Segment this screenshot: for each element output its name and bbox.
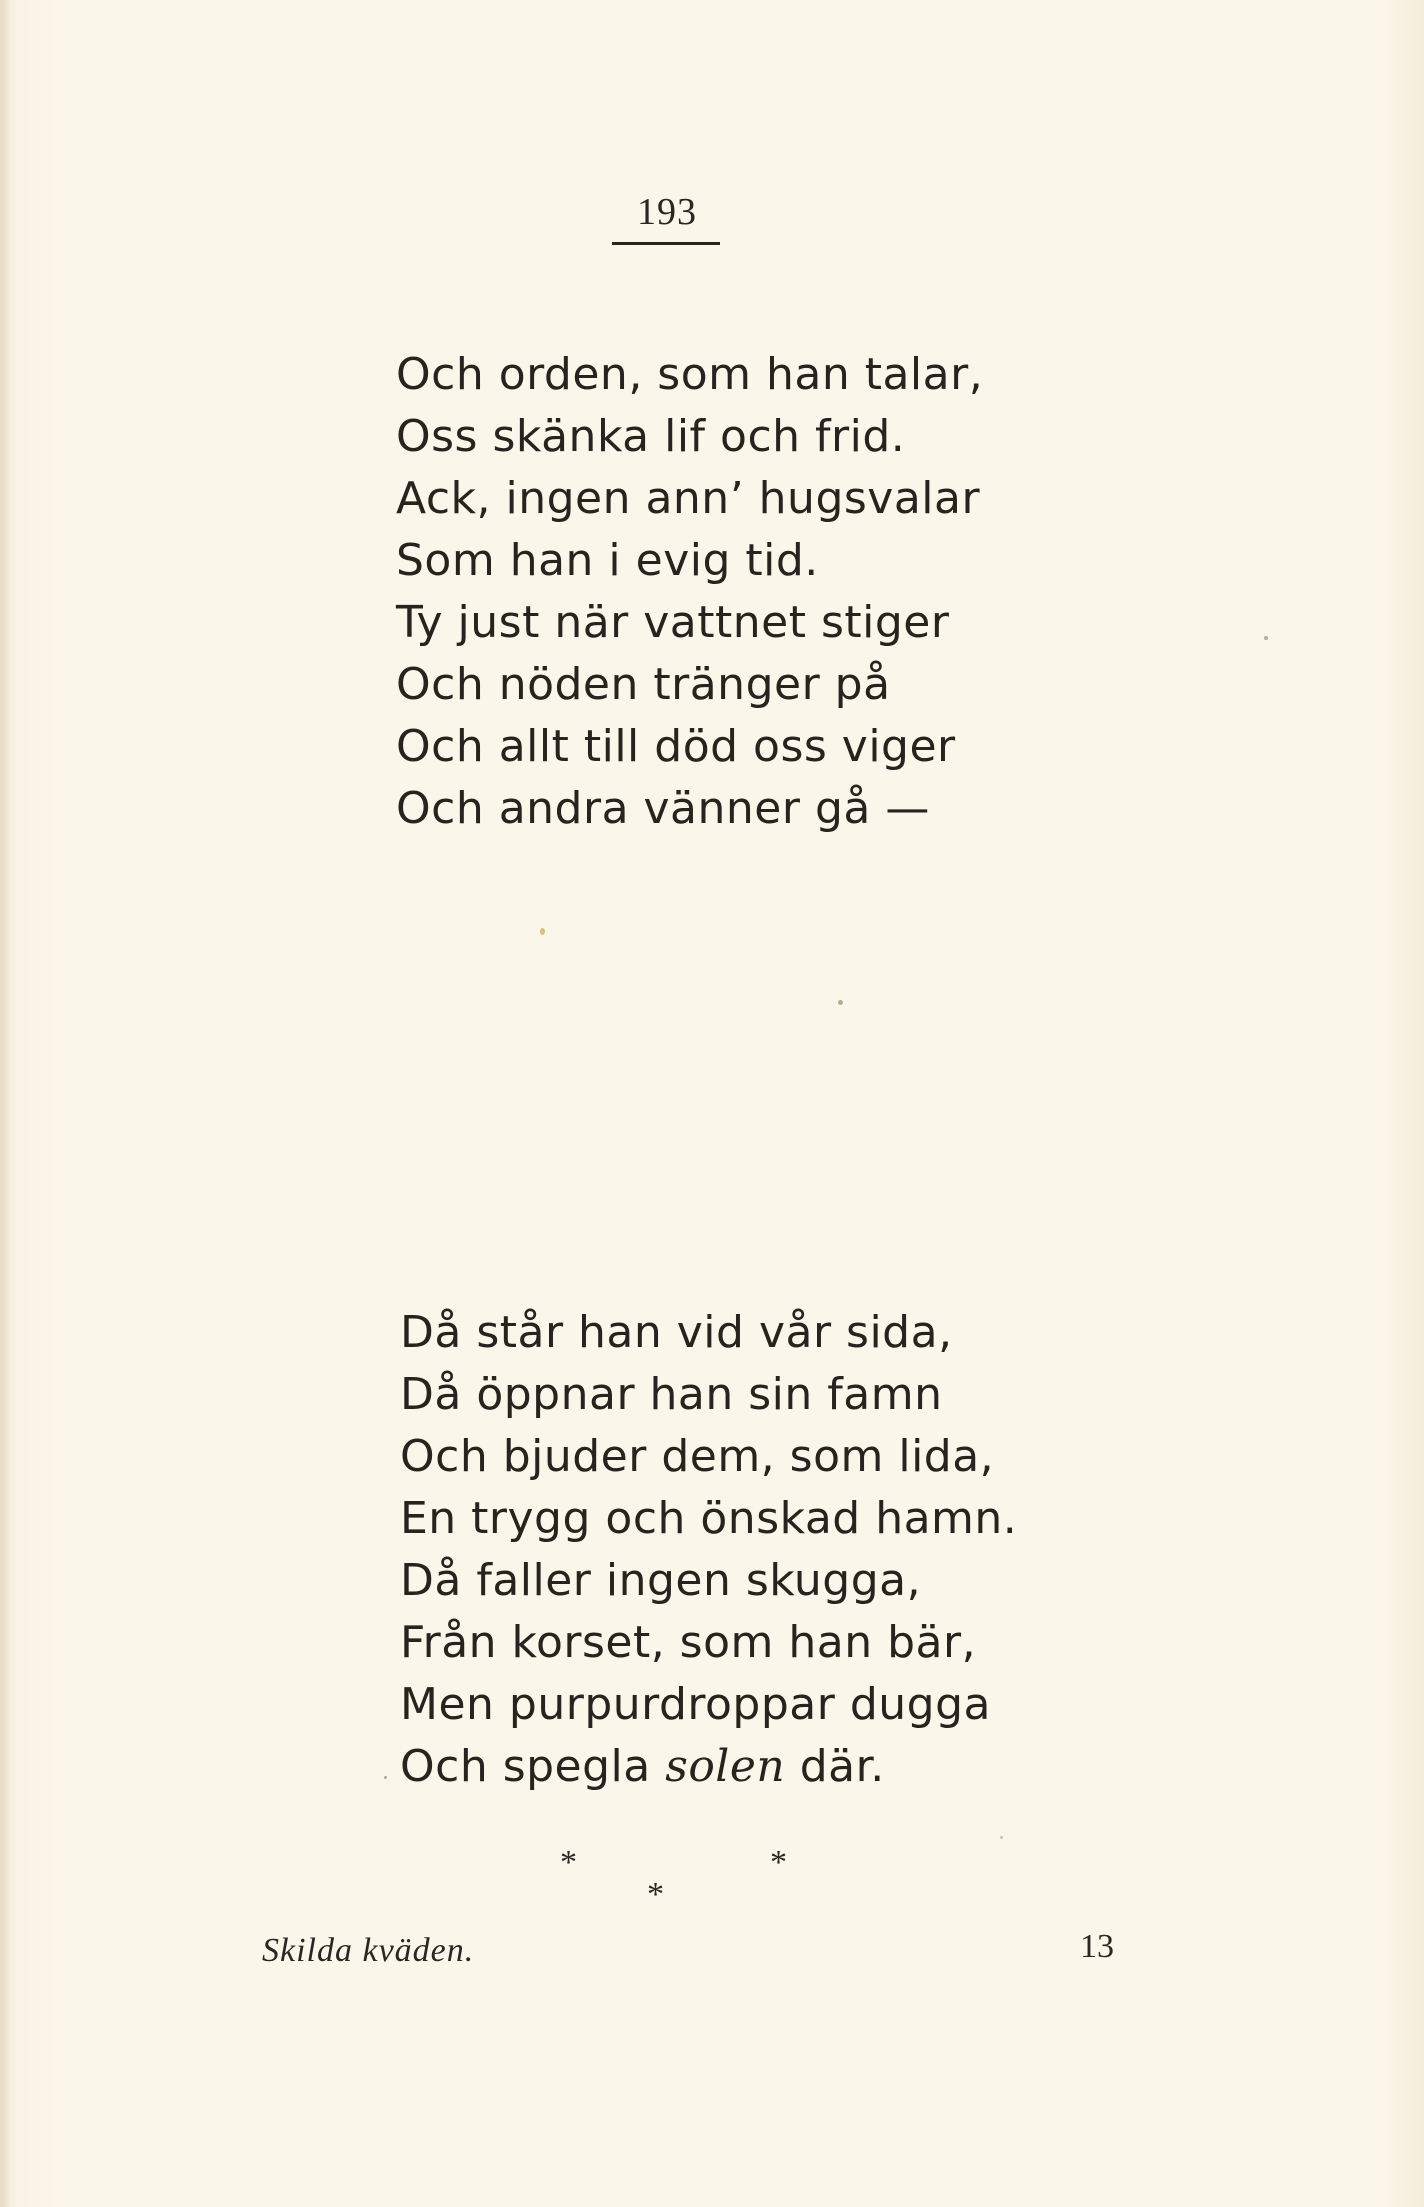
asterism-mark: * bbox=[560, 1844, 577, 1881]
paper-speck bbox=[1000, 1836, 1003, 1839]
paper-speck bbox=[1264, 636, 1268, 640]
page-number: 193 bbox=[637, 191, 697, 233]
verse-line: Då står han vid vår sida, bbox=[400, 1307, 953, 1358]
verse-line: Då öppnar han sin famn bbox=[400, 1369, 943, 1420]
verse-line: Ack, ingen ann’ hugsvalar bbox=[396, 473, 981, 524]
verse-line: Oss skänka lif och frid. bbox=[396, 411, 906, 462]
asterism-mark: * bbox=[770, 1844, 787, 1881]
verse-line: En trygg och önskad hamn. bbox=[400, 1493, 1018, 1544]
verse-line: Som han i evig tid. bbox=[396, 535, 819, 586]
printer-signature-number: 13 bbox=[1080, 1928, 1114, 1965]
verse-line-last bbox=[400, 1736, 1017, 1798]
paper-speck bbox=[384, 1776, 387, 1779]
paper-speck bbox=[540, 928, 545, 935]
asterism-mark: * bbox=[647, 1876, 664, 1913]
verse-line: Och nöden tränger på bbox=[396, 659, 891, 710]
verse-line: Och bjuder dem, som lida, bbox=[400, 1431, 995, 1482]
verse-line: Och andra vänner gå — bbox=[396, 783, 930, 834]
page-edge-shadow bbox=[0, 0, 10, 2207]
stanza-1 bbox=[396, 344, 983, 840]
stanza-2 bbox=[400, 1302, 1017, 1798]
verse-text: Och spegla bbox=[400, 1741, 666, 1792]
verse-line: Och orden, som han talar, bbox=[396, 349, 984, 400]
verse-line: Men purpurdroppar dugga bbox=[400, 1679, 991, 1730]
paper-speck bbox=[838, 1000, 843, 1005]
verse-text: där. bbox=[785, 1741, 885, 1792]
printer-signature-title: Skilda kväden. bbox=[262, 1932, 475, 1969]
verse-line: Från korset, som han bär, bbox=[400, 1617, 977, 1668]
verse-line: Då faller ingen skugga, bbox=[400, 1555, 922, 1606]
page-number-underline bbox=[612, 242, 720, 245]
emphasized-word: solen bbox=[665, 1741, 786, 1792]
verse-line: Ty just när vattnet stiger bbox=[396, 597, 950, 648]
verse-line: Och allt till död oss viger bbox=[396, 721, 956, 772]
